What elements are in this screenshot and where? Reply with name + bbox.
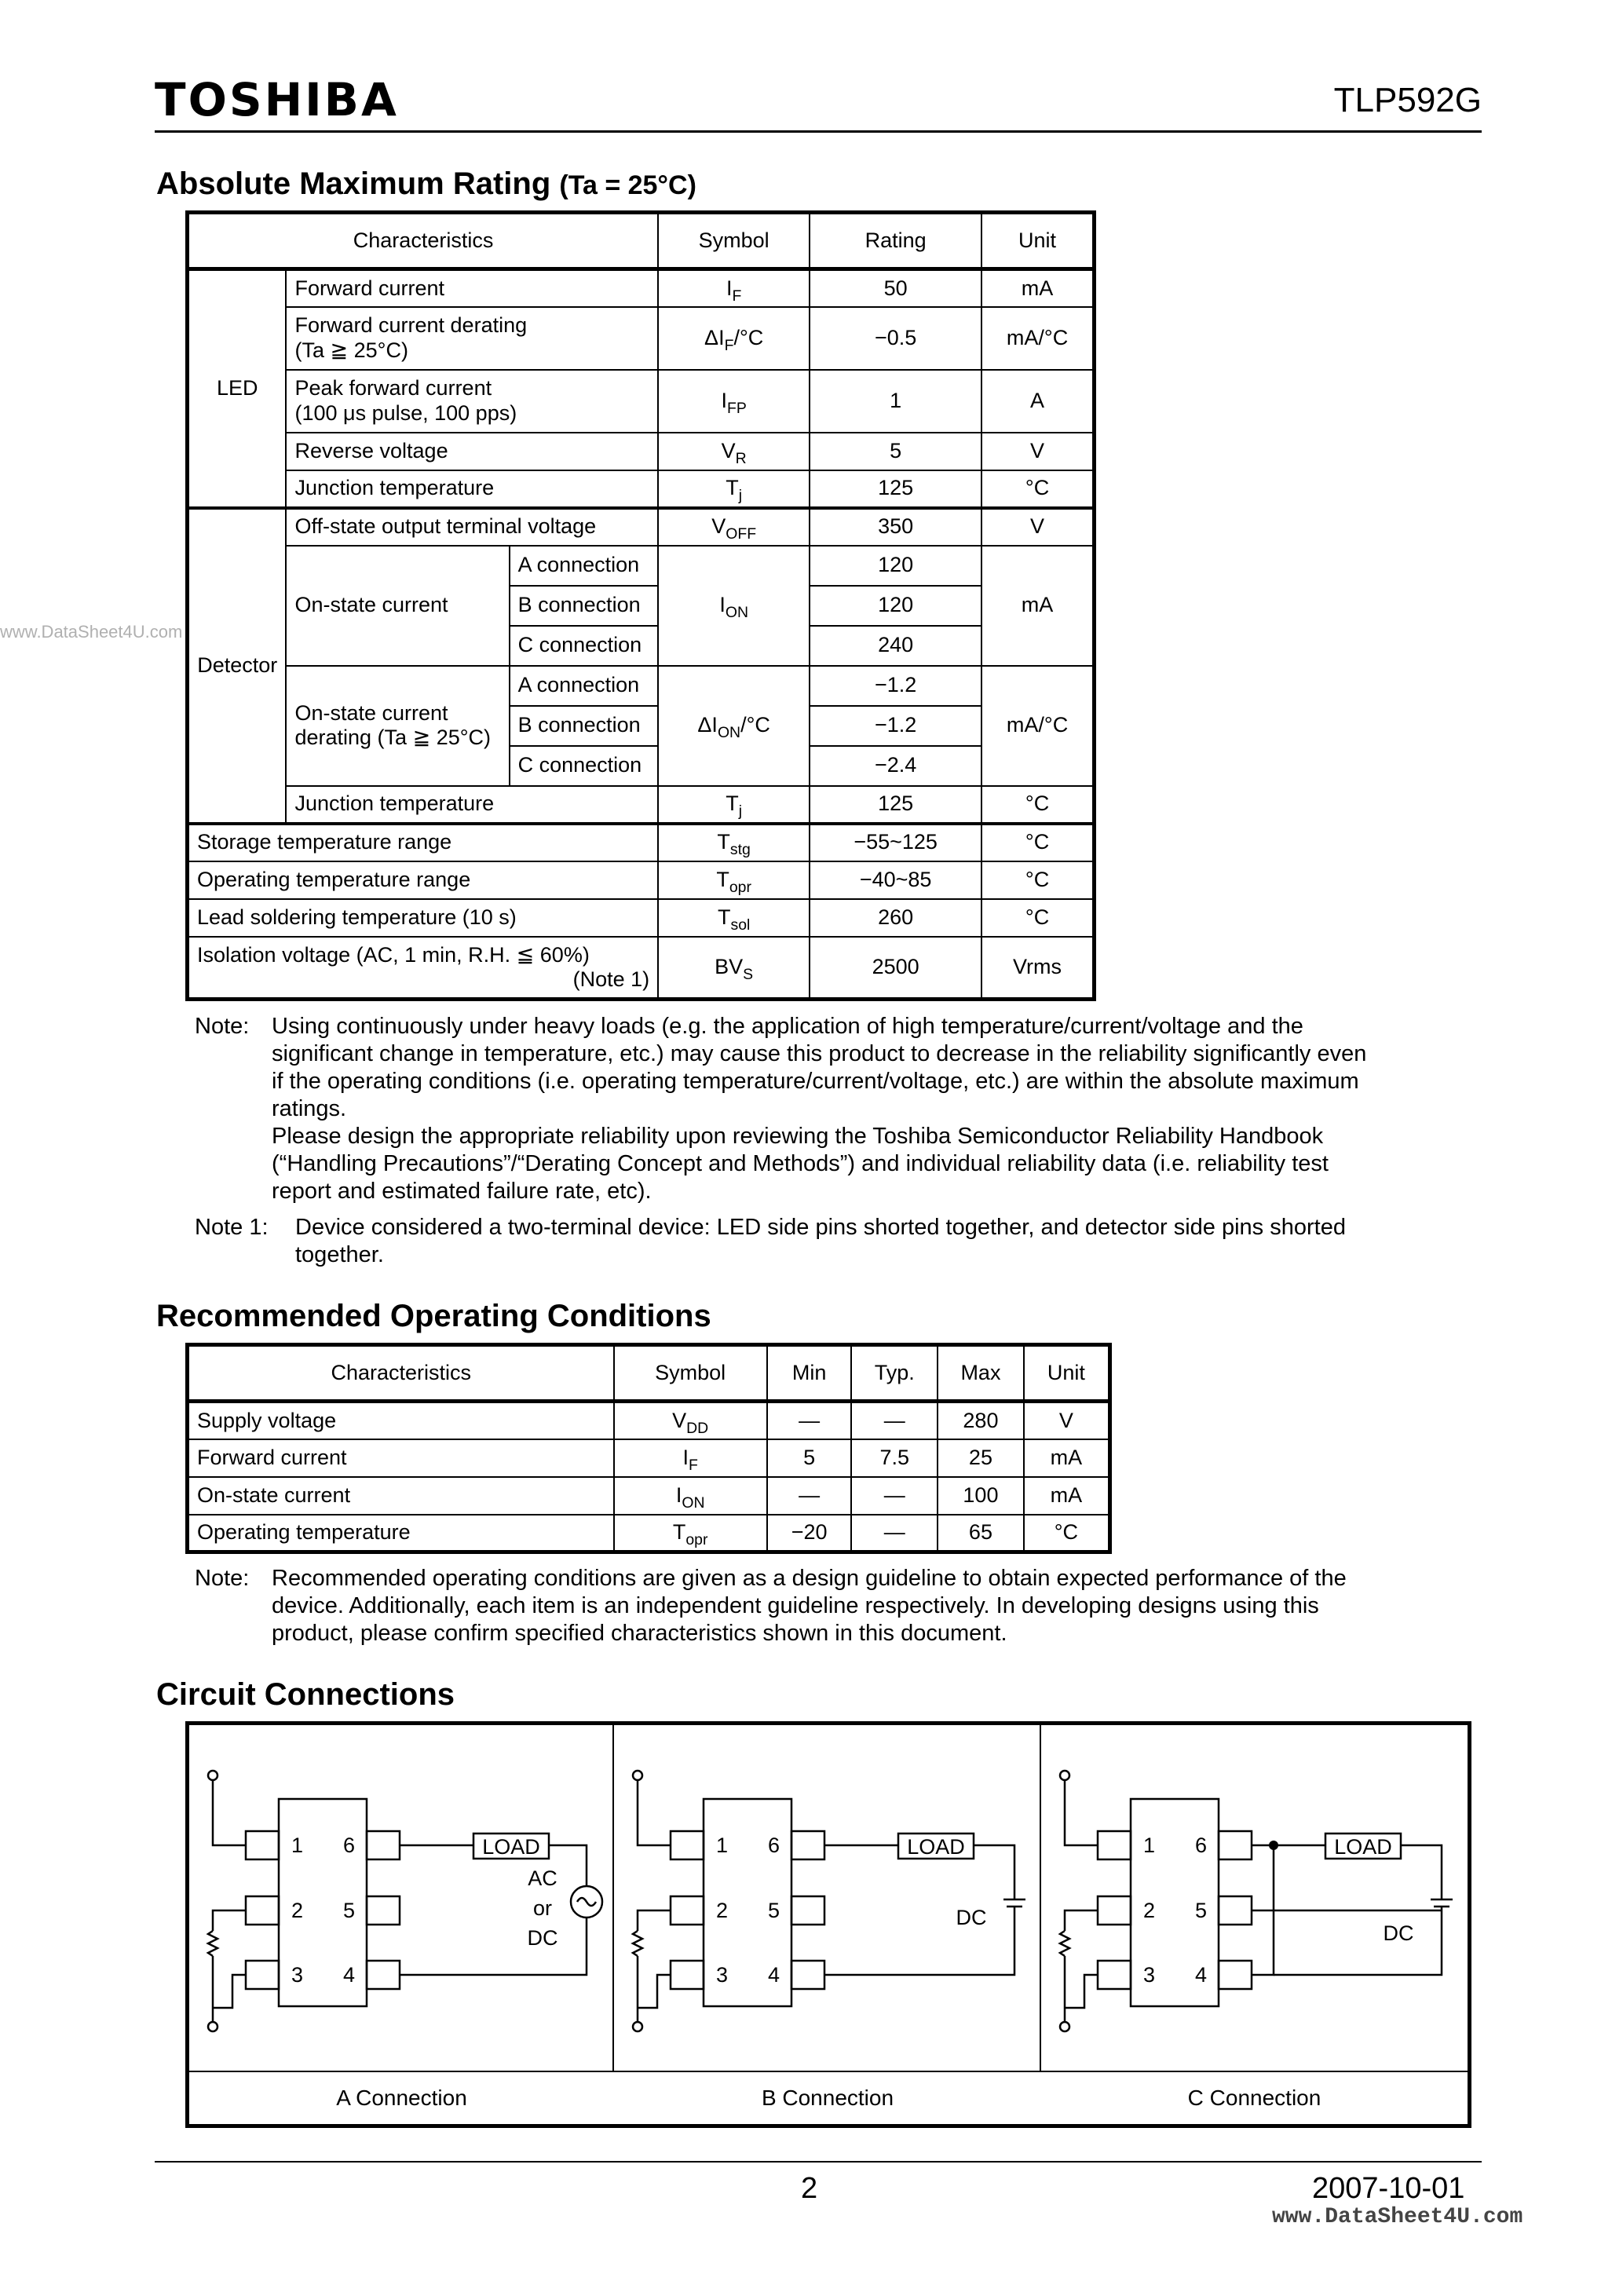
roc-table xyxy=(185,1343,1112,1554)
pin-5 xyxy=(791,1896,824,1925)
char-cell: On-state current derating (Ta ≧ 25°C) xyxy=(286,666,509,786)
table-row xyxy=(188,269,1095,307)
circuit-b-cell xyxy=(614,1725,1041,2110)
char-cell: Peak forward current (100 μs pulse, 100 pps) xyxy=(286,370,658,433)
unit-cell: mA xyxy=(1024,1439,1110,1477)
symbol-cell: $T_{opr}$ xyxy=(658,861,810,899)
symbol-cell: $\Delta I_{ON}/^\circ C$ xyxy=(658,666,810,786)
amr-heading xyxy=(156,168,696,199)
char-cell: Junction temperature xyxy=(286,786,658,824)
col-header: Rating xyxy=(810,213,981,269)
note-line: report and estimated failure rate, etc). xyxy=(272,1179,652,1204)
pin-5 xyxy=(367,1896,400,1925)
table-row xyxy=(188,937,1095,1000)
symbol-cell: $T_{opr}$ xyxy=(614,1515,767,1552)
amr-table xyxy=(185,210,1096,1001)
junction-dot xyxy=(1269,1841,1278,1850)
symbol-cell: $V_R$ xyxy=(658,433,810,470)
unit-cell: mA/°C xyxy=(981,666,1094,786)
rating-cell: 125 xyxy=(810,786,981,824)
conn-cell: B connection xyxy=(510,586,659,626)
note-label: Note: xyxy=(195,1014,250,1039)
unit-cell: A xyxy=(981,370,1094,433)
or-label: or xyxy=(532,1896,553,1920)
pin-label: 3 xyxy=(716,1963,729,1987)
note-label: Note: xyxy=(195,1566,250,1591)
rating-cell: 260 xyxy=(810,899,981,937)
pin-label: 5 xyxy=(768,1899,780,1922)
char-cell: Forward current xyxy=(286,269,658,307)
pin-label: 4 xyxy=(343,1963,356,1987)
table-row xyxy=(188,899,1095,937)
note-line: if the operating conditions (i.e. operating temperature/current/voltage, etc.) are within the absolute maximum xyxy=(272,1069,1359,1094)
note-line: Using continuously under heavy loads (e.g. the application of high temperature/current/voltage and the xyxy=(272,1014,1303,1039)
pin-label: 1 xyxy=(291,1834,304,1857)
pin-label: 3 xyxy=(1143,1963,1156,1987)
char-cell: On-state current xyxy=(188,1477,614,1515)
note-line: (“Handling Precautions”/“Derating Concept and Methods”) and individual reliability data (i.e. reliability test xyxy=(272,1151,1329,1176)
min-cell: — xyxy=(767,1477,852,1515)
dc-label: DC xyxy=(527,1926,558,1950)
typ-cell: — xyxy=(851,1515,938,1552)
table-row xyxy=(188,1439,1110,1477)
pin-label: 2 xyxy=(716,1899,729,1922)
terminal-bottom xyxy=(1060,2022,1069,2031)
char-cell: Forward current derating (Ta ≧ 25°C) xyxy=(286,307,658,370)
symbol-cell: $\Delta I_F/^\circ C$ xyxy=(658,307,810,370)
watermark-text: www.DataSheet4U.com xyxy=(0,622,183,642)
conn-cell: A connection xyxy=(510,546,659,586)
symbol-cell: $I_{ON}$ xyxy=(614,1477,767,1515)
footer-watermark: www.DataSheet4U.com xyxy=(1272,2205,1523,2229)
rating-cell: 120 xyxy=(810,586,981,626)
pin-3 xyxy=(246,1961,279,1989)
rating-cell: 2500 xyxy=(810,937,981,1000)
terminal-bottom xyxy=(208,2022,217,2031)
symbol-cell: $I_F$ xyxy=(614,1439,767,1477)
note-label: Note 1: xyxy=(195,1215,269,1240)
char-cell: Supply voltage xyxy=(188,1402,614,1439)
symbol-cell: $T_{stg}$ xyxy=(658,824,810,861)
pin-label: 2 xyxy=(1143,1899,1156,1922)
col-header: Characteristics xyxy=(188,1345,614,1402)
char-cell: Junction temperature xyxy=(286,470,658,508)
unit-cell: °C xyxy=(981,824,1094,861)
pin-label: 5 xyxy=(1195,1899,1208,1922)
unit-cell: °C xyxy=(981,899,1094,937)
symbol-cell: $T_j$ xyxy=(658,786,810,824)
load-label: LOAD xyxy=(482,1835,540,1859)
unit-cell: V xyxy=(981,508,1094,546)
note-line: significant change in temperature, etc.) may cause this product to decrease in the reliability significantly even xyxy=(272,1041,1367,1066)
terminal-top xyxy=(633,1771,642,1780)
rating-cell: 240 xyxy=(810,626,981,666)
circuit-c-diagram xyxy=(1041,1725,1468,2071)
min-cell: −20 xyxy=(767,1515,852,1552)
note-line: Device considered a two-terminal device: LED side pins shorted together, and detector side pins shorted xyxy=(295,1215,1346,1240)
circuit-connections-table xyxy=(185,1721,1471,2128)
part-number: TLP592G xyxy=(1333,81,1482,119)
footer-rule xyxy=(155,2161,1482,2163)
circuit-a-cell xyxy=(189,1725,614,2110)
pin-label: 6 xyxy=(343,1834,356,1857)
symbol-cell: $I_F$ xyxy=(658,269,810,307)
circuit-title: Circuit Connections xyxy=(156,1677,455,1712)
pin-label: 1 xyxy=(716,1834,729,1857)
rating-cell: −40~85 xyxy=(810,861,981,899)
pin-2 xyxy=(1098,1896,1131,1925)
pin-6 xyxy=(791,1831,824,1859)
terminal-bottom xyxy=(633,2022,642,2031)
resistor xyxy=(633,1931,642,1956)
rating-cell: −1.2 xyxy=(810,706,981,746)
col-header: Unit xyxy=(981,213,1094,269)
note-line: device. Additionally, each item is an independent guideline respectively. In developing designs using this xyxy=(272,1593,1319,1618)
col-header: Symbol xyxy=(614,1345,767,1402)
max-cell: 25 xyxy=(938,1439,1024,1477)
header-rule xyxy=(155,130,1482,133)
table-row xyxy=(188,1402,1110,1439)
unit-cell: Vrms xyxy=(981,937,1094,1000)
conn-cell: A connection xyxy=(510,666,659,706)
max-cell: 280 xyxy=(938,1402,1024,1439)
ac-label: AC xyxy=(528,1866,557,1890)
rating-cell: 1 xyxy=(810,370,981,433)
pin-1 xyxy=(246,1831,279,1859)
dc-label: DC xyxy=(1383,1921,1414,1945)
symbol-cell: $T_j$ xyxy=(658,470,810,508)
char-cell: Lead soldering temperature (10 s) xyxy=(188,899,659,937)
unit-cell: mA xyxy=(981,546,1094,666)
table-header-row xyxy=(188,213,1095,269)
unit-cell: mA xyxy=(1024,1477,1110,1515)
pin-2 xyxy=(246,1896,279,1925)
table-row xyxy=(188,666,1095,706)
unit-cell: mA xyxy=(981,269,1094,307)
note-line: Recommended operating conditions are given as a design guideline to obtain expected performance of the xyxy=(272,1566,1347,1591)
pin-label: 5 xyxy=(343,1899,356,1922)
conn-cell: C connection xyxy=(510,626,659,666)
typ-cell: 7.5 xyxy=(851,1439,938,1477)
load-label: LOAD xyxy=(1334,1835,1392,1859)
symbol-cell: $V_{DD}$ xyxy=(614,1402,767,1439)
group-label: Detector xyxy=(188,508,287,824)
table-header-row xyxy=(188,1345,1110,1402)
col-header: Symbol xyxy=(658,213,810,269)
note-line: Please design the appropriate reliability upon reviewing the Toshiba Semiconductor Reliability Handbook xyxy=(272,1124,1324,1149)
pin-4 xyxy=(791,1961,824,1989)
col-header: Max xyxy=(938,1345,1024,1402)
table-row xyxy=(188,433,1095,470)
load-label: LOAD xyxy=(907,1835,965,1859)
table-row xyxy=(188,546,1095,586)
caption-c: C Connection xyxy=(1041,2071,1468,2124)
rating-cell: −2.4 xyxy=(810,746,981,786)
rating-cell: −1.2 xyxy=(810,666,981,706)
circuit-a-diagram xyxy=(189,1725,614,2071)
pin-5 xyxy=(1219,1896,1252,1925)
char-cell: Reverse voltage xyxy=(286,433,658,470)
pin-6 xyxy=(367,1831,400,1859)
dc-label: DC xyxy=(956,1906,987,1929)
pin-3 xyxy=(671,1961,704,1989)
col-header: Typ. xyxy=(851,1345,938,1402)
pin-label: 1 xyxy=(1143,1834,1156,1857)
pin-labels xyxy=(716,1834,780,1987)
rating-cell: 350 xyxy=(810,508,981,546)
min-cell: — xyxy=(767,1402,852,1439)
unit-cell: °C xyxy=(981,786,1094,824)
table-row xyxy=(188,1477,1110,1515)
group-label: LED xyxy=(188,269,287,508)
char-cell: Operating temperature xyxy=(188,1515,614,1552)
unit-cell: V xyxy=(1024,1402,1110,1439)
table-row xyxy=(188,307,1095,370)
min-cell: 5 xyxy=(767,1439,852,1477)
table-row xyxy=(188,470,1095,508)
col-header: Unit xyxy=(1024,1345,1110,1402)
roc-note xyxy=(195,1565,1482,1651)
conn-cell: B connection xyxy=(510,706,659,746)
rating-cell: 5 xyxy=(810,433,981,470)
circuit-b-diagram xyxy=(614,1725,1041,2071)
col-header: Characteristics xyxy=(188,213,659,269)
note-line: product, please confirm specified characteristics shown in this document. xyxy=(272,1621,1007,1646)
unit-cell: °C xyxy=(1024,1515,1110,1552)
resistor xyxy=(208,1931,217,1956)
pin-4 xyxy=(367,1961,400,1989)
pin-labels xyxy=(1143,1834,1207,1987)
unit-cell: mA/°C xyxy=(981,307,1094,370)
page-number: 2 xyxy=(801,2172,818,2205)
pin-labels xyxy=(291,1834,355,1987)
footer-date: 2007-10-01 xyxy=(1312,2172,1465,2205)
table-row xyxy=(188,1515,1110,1552)
char-cell: On-state current xyxy=(286,546,509,666)
pin-3 xyxy=(1098,1961,1131,1989)
caption-a: A Connection xyxy=(189,2071,614,2124)
pin-1 xyxy=(1098,1831,1131,1859)
rating-cell: 50 xyxy=(810,269,981,307)
unit-cell: V xyxy=(981,433,1094,470)
char-cell: Storage temperature range xyxy=(188,824,659,861)
pin-label: 2 xyxy=(291,1899,304,1922)
pin-label: 4 xyxy=(1195,1963,1208,1987)
symbol-cell: $I_{FP}$ xyxy=(658,370,810,433)
typ-cell: — xyxy=(851,1402,938,1439)
note-line: together. xyxy=(295,1242,384,1267)
table-row xyxy=(188,508,1095,546)
unit-cell: °C xyxy=(981,861,1094,899)
pin-1 xyxy=(671,1831,704,1859)
col-header: Min xyxy=(767,1345,852,1402)
pin-label: 6 xyxy=(768,1834,780,1857)
pin-6 xyxy=(1219,1831,1252,1859)
rating-cell: 125 xyxy=(810,470,981,508)
char-cell: Off-state output terminal voltage xyxy=(286,508,658,546)
symbol-cell: $V_{OFF}$ xyxy=(658,508,810,546)
table-row xyxy=(188,370,1095,433)
table-row xyxy=(188,861,1095,899)
toshiba-logo: TOSHIBA xyxy=(155,73,399,126)
pin-label: 4 xyxy=(768,1963,780,1987)
symbol-cell: $T_{sol}$ xyxy=(658,899,810,937)
rating-cell: −0.5 xyxy=(810,307,981,370)
char-cell: Operating temperature range xyxy=(188,861,659,899)
pin-label: 3 xyxy=(291,1963,304,1987)
char-cell: Forward current xyxy=(188,1439,614,1477)
typ-cell: — xyxy=(851,1477,938,1515)
unit-cell: °C xyxy=(981,470,1094,508)
circuit-c-cell xyxy=(1041,1725,1468,2110)
amr-title-condition: (Ta = 25°C) xyxy=(559,170,696,200)
amr-note xyxy=(195,1013,1482,1209)
rating-cell: −55~125 xyxy=(810,824,981,861)
terminal-top xyxy=(1060,1771,1069,1780)
max-cell: 100 xyxy=(938,1477,1024,1515)
amr-title: Absolute Maximum Rating xyxy=(156,166,551,201)
note-line: ratings. xyxy=(272,1096,347,1121)
pin-2 xyxy=(671,1896,704,1925)
table-row xyxy=(188,786,1095,824)
pin-label: 6 xyxy=(1195,1834,1208,1857)
symbol-cell: $BV_S$ xyxy=(658,937,810,1000)
rating-cell: 120 xyxy=(810,546,981,586)
symbol-cell: $I_{ON}$ xyxy=(658,546,810,666)
conn-cell: C connection xyxy=(510,746,659,786)
caption-b: B Connection xyxy=(614,2071,1041,2124)
amr-note-1 xyxy=(195,1214,1482,1273)
char-cell: Isolation voltage (AC, 1 min, R.H. ≦ 60%) (Note 1) xyxy=(188,937,659,1000)
resistor xyxy=(1060,1931,1069,1956)
roc-title: Recommended Operating Conditions xyxy=(156,1299,711,1333)
max-cell: 65 xyxy=(938,1515,1024,1552)
table-row xyxy=(188,824,1095,861)
terminal-top xyxy=(208,1771,217,1780)
pin-4 xyxy=(1219,1961,1252,1989)
